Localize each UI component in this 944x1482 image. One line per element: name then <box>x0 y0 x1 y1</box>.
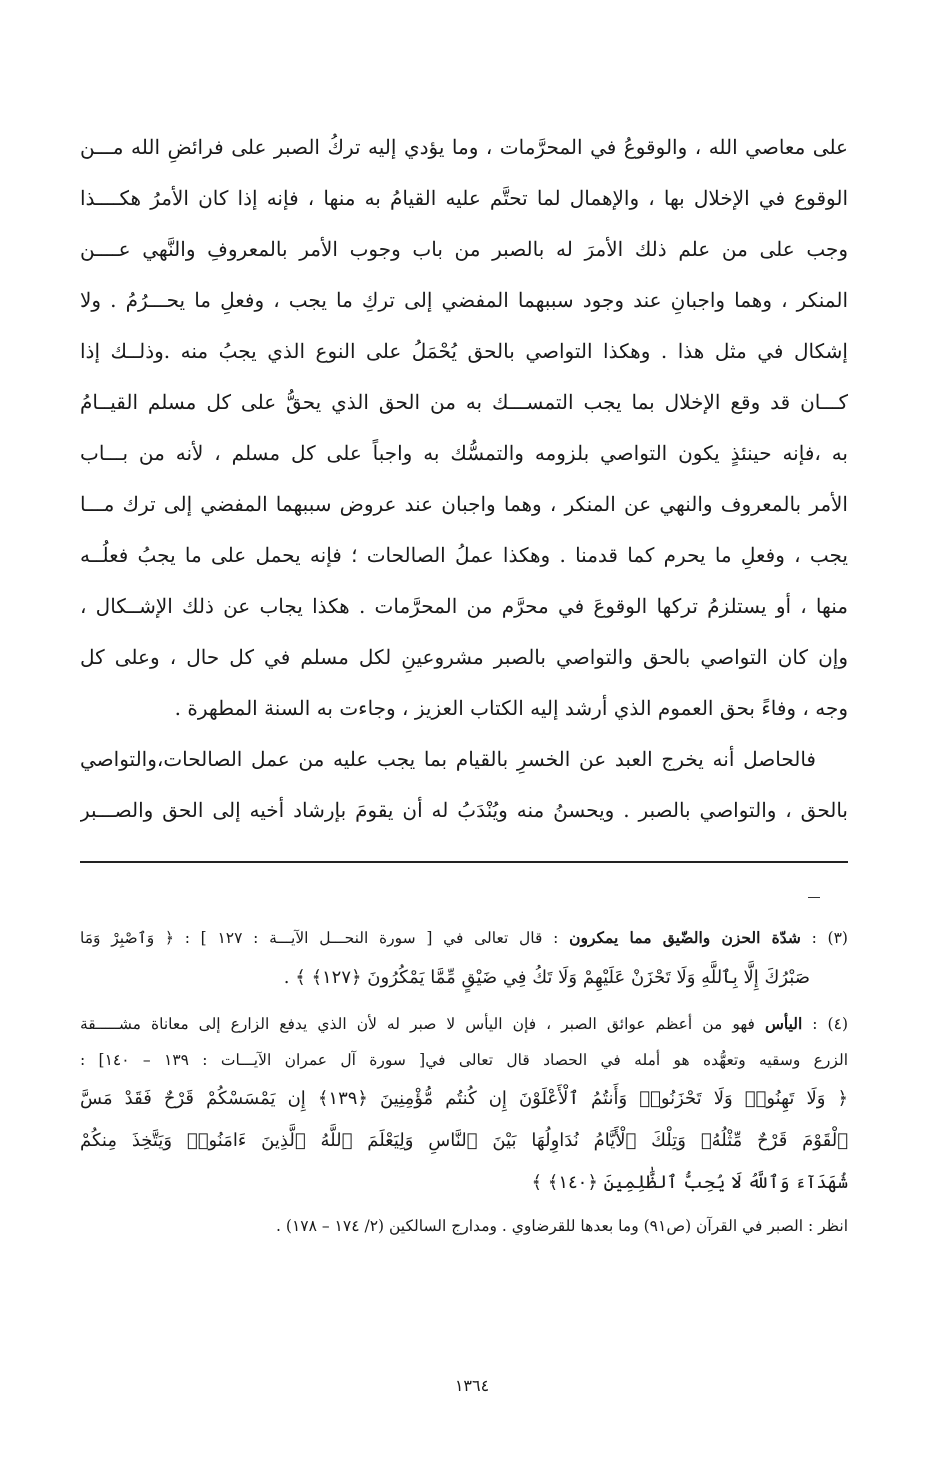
main-text-line: فالحاصل أنه يخرج العبد عن الخسرِ بالقيام بما يجب عليه من عمل الصالحات،والتواصي <box>80 747 816 771</box>
main-text-line: على معاصي الله ، والوقوعُ في المحرَّمات ، وما يؤدي إليه تركُ الصبر على فرائضِ الله مـــن <box>80 135 848 159</box>
main-text-line: الوقوع في الإخلال بها ، والإهمال لما تحتَّم عليه القيامُ به منها ، فإنه إذا كان الأمرُ هكــــذا <box>80 186 848 210</box>
main-text-line: المنكر ، وهما واجبانِ عند وجود سببهما المفضي إلى تركِ ما يجب ، وفعلِ ما يحـــرُمُ . ولا <box>80 288 848 312</box>
main-text-line: كـــان قد وقع الإخلال بما يجب التمســـك به من الحق الذي يحقُّ على كل مسلم القيــامُ <box>80 390 848 414</box>
footnote-4-line: شُهَدَآءَ وَٱللَّهُ لَا يُحِبُّ ٱلظَّٰلِمِينَ ﴿١٤٠﴾ ﴾ <box>531 1172 848 1193</box>
footnote-3-heading: شدّة الحزن والضّيق مما يمكرون <box>569 928 801 947</box>
main-text-line: منها ، أو يستلزمُ تركها الوقوعَ في محرَّم من المحرَّمات . هكذا يجاب عن ذلك الإشــكال ، <box>80 594 848 618</box>
footnote-4-text: فهو من أعظم عوائق الصبر ، فإن اليأس لا صبر له لأن الذي يدفع الزارع إلى معاناة مشـــــقة <box>80 1015 765 1033</box>
footnote-3-line: صَبْرُكَ إِلَّا بِٱللَّهِ وَلَا تَحْزَنْ عَلَيْهِمْ وَلَا تَكُ فِي ضَيْقٍ مِّمَّا يَمْكُرُونَ ﴿١٢٧﴾ ﴾ . <box>283 967 810 988</box>
main-text-line: وجه ، وفاءً بحق العموم الذي أرشد إليه الكتاب العزيز ، وجاءت به السنة المطهرة . <box>174 696 848 720</box>
footnote-3-text: : قال تعالى في [ سورة النحـــل الآيـــة : ١٢٧ ] : ﴿ وَٱصْبِرْ وَمَا <box>80 929 570 947</box>
footnote-mark <box>808 897 820 898</box>
footnote-3-colon: : <box>800 929 828 947</box>
main-text-line: وجب على من علم ذلك الأمرَ له بالصبر من باب وجوب الأمر بالمعروفِ والنَّهي عــــن <box>80 237 848 261</box>
main-text-line: وإن كان التواصي بالحق والتواصي بالصبر مشروعينِ لكل مسلم في كل حال ، وعلى كل <box>80 645 848 669</box>
main-text <box>80 122 848 836</box>
footnote-4-line: الزرع وسقيه وتعهُّده هو أمله في الحصاد قال تعالى في[ سورة آل عمران الآيـــات : ١٣٩ – ١٤٠] : <box>80 1051 848 1069</box>
main-text-line: يجب ، وفعلِ ما يحرم كما قدمنا . وهكذا عملُ الصالحات ؛ فإنه يحمل على ما يجبُ فعلُــه <box>80 543 848 567</box>
footnote-4-heading: اليأس <box>764 1014 803 1033</box>
footnote-4-line: ٱلْقَوْمَ قَرْحٌ مِّثْلُهُۥ وَتِلْكَ ٱلْأَيَّامُ نُدَاوِلُهَا بَيْنَ ٱلنَّاسِ وَلِيَعْلَمَ ٱللَّهُ ٱلَّذِينَ ءَامَنُوا۟ وَيَتَّخِذَ مِنكُمْ <box>80 1130 848 1151</box>
footnote-4-colon: : <box>802 1015 828 1033</box>
footnote-references: انظر : الصبر في القرآن (ص٩١) وما بعدها للقرضاوي . ومدارج السالكين (٢/ ١٧٤ – ١٧٨) . <box>276 1217 848 1235</box>
page-number: ١٣٦٤ <box>454 1376 490 1395</box>
footnotes <box>80 920 848 1244</box>
footnote-separator <box>80 861 848 863</box>
footnote-4-line <box>80 1006 848 1042</box>
main-text-line: به ،فإنه حينئذٍ يكون التواصي بلزومه والتمسُّك به واجباً على كل مسلم ، لأنه من بـــاب <box>80 441 848 465</box>
footnote-4-number: (٤) <box>827 1015 848 1033</box>
footnote-3-line <box>80 920 848 956</box>
main-text-line: الأمر بالمعروف والنهي عن المنكر ، وهما واجبان عند عروض سببهما المفضي إلى ترك مـــا <box>80 492 848 516</box>
main-text-line: بالحق ، والتواصي بالصبر . ويحسنُ منه ويُنْدَبُ له أن يقومَ بإرشاد أخيه إلى الحق والصـــبر <box>80 798 848 822</box>
main-text-line: إشكال في مثل هذا . وهكذا التواصي بالحق يُحْمَلُ على النوع الذي يجبُ منه .وذلــك إذا <box>80 339 848 363</box>
footnote-4-line: ﴿ وَلَا تَهِنُوا۟ وَلَا تَحْزَنُوا۟ وَأَنتُمُ ٱلْأَعْلَوْنَ إِن كُنتُم مُّؤْمِنِينَ ﴿١٣٩﴾ إِن يَمْسَسْكُمْ قَرْحٌ فَقَدْ مَسَّ <box>80 1088 848 1109</box>
footnote-3-number: (٣) <box>827 929 848 947</box>
